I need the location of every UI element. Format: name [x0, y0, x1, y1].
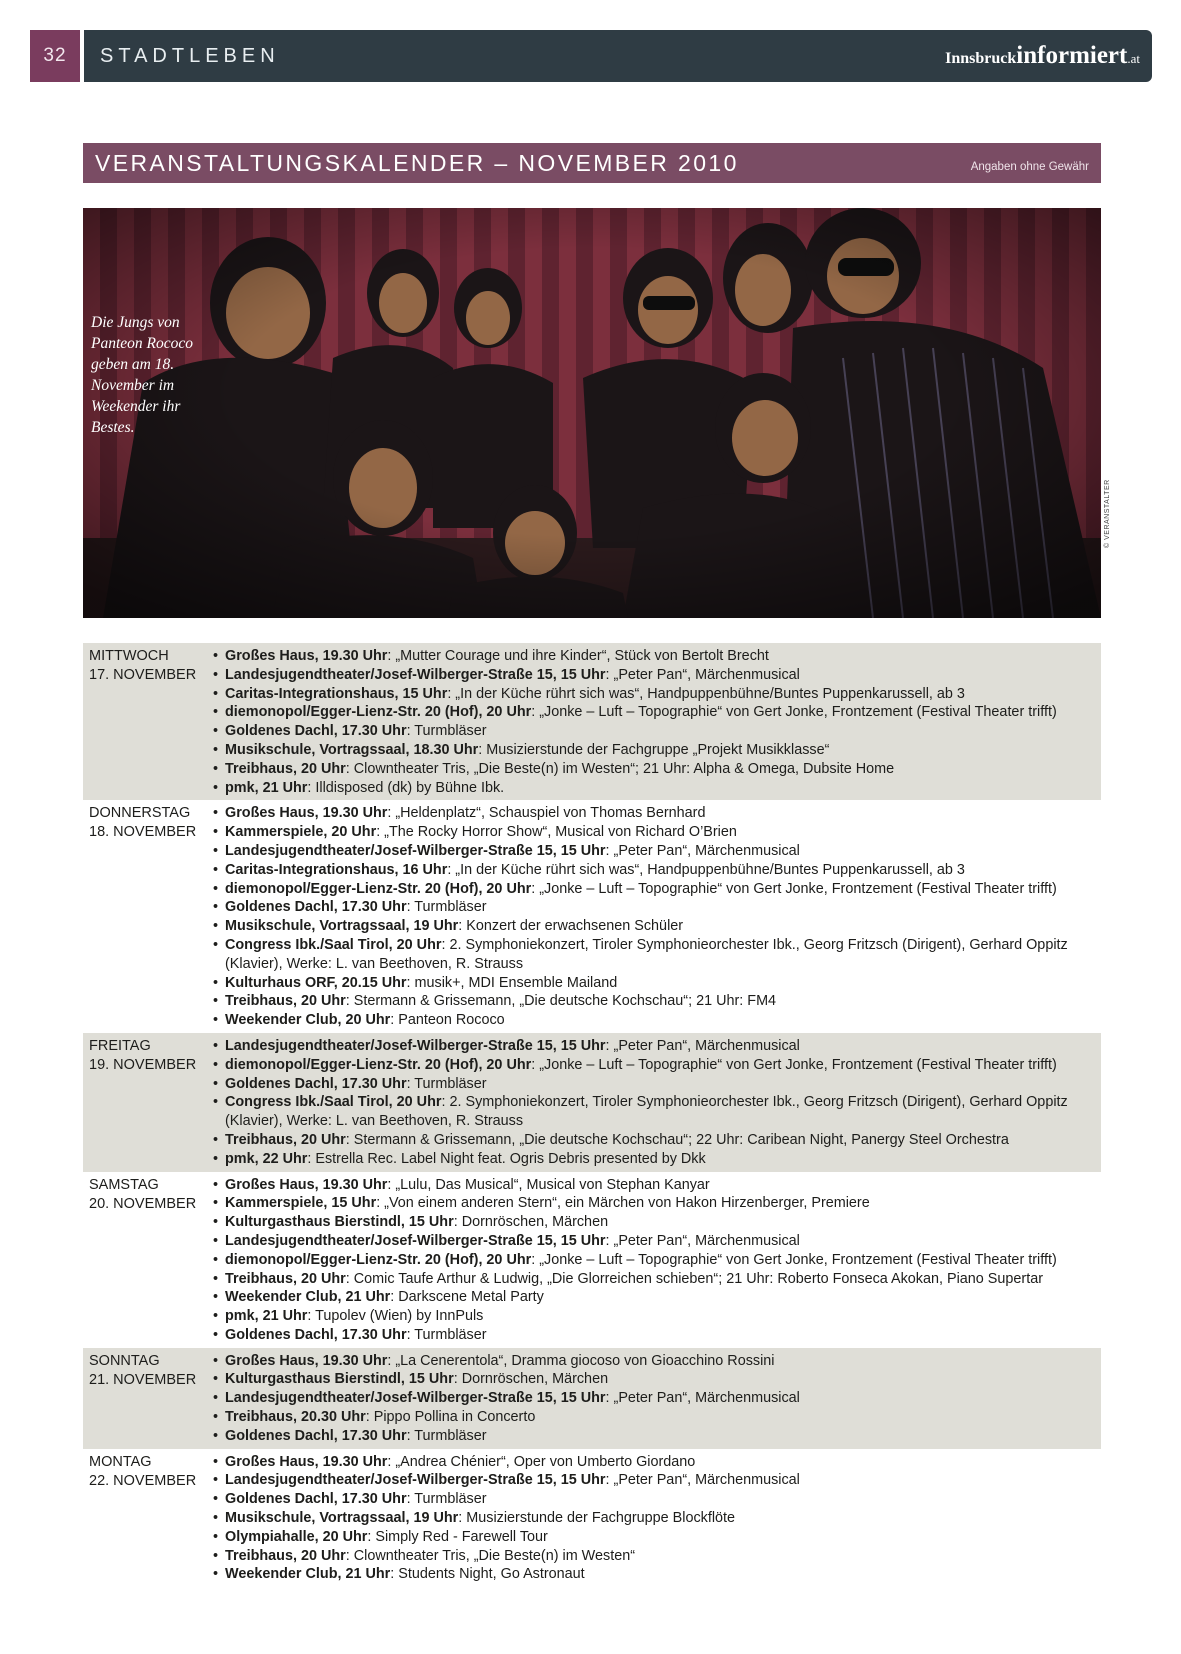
event-venue: Weekender Club, 21 Uhr — [225, 1289, 391, 1306]
band-photo-illustration — [83, 208, 1101, 618]
event-description: : „Jonke – Luft – Topographie“ von Gert Jonke, Frontzement (Festival Theater trifft) — [531, 704, 1057, 721]
event-venue: Großes Haus, 19.30 Uhr — [225, 1453, 388, 1470]
day-block — [83, 1348, 1101, 1449]
event-list — [211, 1453, 1101, 1585]
event-item — [211, 1408, 1101, 1427]
photo-caption: Die Jungs von Panteon Rococo geben am 18. November im Weekender ihr Bestes. — [91, 314, 194, 436]
day-label — [83, 1037, 211, 1169]
event-venue: Musikschule, Vortragssaal, 19 Uhr — [225, 918, 459, 935]
header-bar — [84, 30, 1152, 82]
event-venue: Weekender Club, 20 Uhr — [225, 1012, 391, 1029]
event-list — [211, 1176, 1101, 1345]
date: 20. NOVEMBER — [89, 1195, 197, 1212]
event-venue: diemonopol/Egger-Lienz-Str. 20 (Hof), 20 Uhr — [225, 1251, 532, 1268]
event-item — [211, 1528, 1101, 1547]
event-venue: Großes Haus, 19.30 Uhr — [225, 1176, 388, 1193]
event-list — [211, 647, 1101, 797]
event-item — [211, 1131, 1101, 1150]
event-description: : Comic Taufe Arthur & Ludwig, „Die Glorreichen schieben“; 21 Uhr: Roberto Fonseca Akokan, Piano Supertar — [345, 1270, 1043, 1287]
event-description: : „Lulu, Das Musical“, Musical von Stephan Kanyar — [387, 1176, 710, 1193]
event-description: : Estrella Rec. Label Night feat. Ogris Debris presented by Dkk — [307, 1150, 706, 1167]
event-item — [211, 898, 1101, 917]
event-item — [211, 936, 1101, 974]
disclaimer-note: Angaben ohne Gewähr — [970, 161, 1089, 173]
event-description: : 2. Symphoniekonzert, Tiroler Symphonieorchester Ibk., Georg Fritzsch (Dirigent), Gerhard Oppitz (Klavier), Werke: L. van Beethoven, R. Strauss — [225, 1094, 1068, 1130]
date: 17. NOVEMBER — [89, 667, 197, 683]
event-venue: Kulturgasthaus Bierstindl, 15 Uhr — [225, 1214, 454, 1231]
event-item — [211, 1326, 1101, 1345]
event-venue: Treibhaus, 20.30 Uhr — [225, 1409, 366, 1426]
event-list — [211, 804, 1101, 1030]
event-item — [211, 804, 1101, 823]
page-number: 32 — [30, 30, 80, 82]
event-item — [211, 842, 1101, 861]
event-description: : Dornröschen, Märchen — [453, 1214, 609, 1231]
event-venue: Treibhaus, 20 Uhr — [225, 1270, 346, 1287]
event-item — [211, 1307, 1101, 1326]
event-description: : „Heldenplatz“, Schauspiel von Thomas Bernhard — [387, 805, 706, 822]
event-venue: Treibhaus, 20 Uhr — [225, 1547, 346, 1564]
event-venue: pmk, 22 Uhr — [225, 1150, 308, 1167]
event-item — [211, 1427, 1101, 1446]
weekday: MONTAG — [89, 1453, 152, 1470]
event-venue: Landesjugendtheater/Josef-Wilberger-Straße 15, 15 Uhr — [225, 1232, 606, 1249]
event-description: : musik+, MDI Ensemble Mailand — [406, 974, 618, 991]
event-description: : „Peter Pan“, Märchenmusical — [605, 666, 800, 683]
day-block — [83, 1172, 1101, 1348]
event-venue: Landesjugendtheater/Josef-Wilberger-Straße 15, 15 Uhr — [225, 842, 606, 859]
event-venue: Goldenes Dachl, 17.30 Uhr — [225, 899, 407, 916]
event-calendar — [83, 643, 1101, 1587]
event-description: : „Mutter Courage und ihre Kinder“, Stück von Bertolt Brecht — [387, 648, 769, 664]
event-item — [211, 1389, 1101, 1408]
day-block — [83, 800, 1101, 1033]
event-description: : Dornröschen, Märchen — [453, 1371, 609, 1388]
event-item — [211, 1213, 1101, 1232]
band-photo — [83, 208, 1101, 618]
event-item — [211, 741, 1101, 760]
date: 19. NOVEMBER — [89, 1056, 197, 1073]
event-item — [211, 666, 1101, 685]
event-venue: Congress Ibk./Saal Tirol, 20 Uhr — [225, 1094, 442, 1111]
event-item — [211, 1270, 1101, 1289]
event-description: : Turmbläser — [406, 723, 487, 740]
event-item — [211, 1011, 1101, 1030]
event-description: : Darkscene Metal Party — [390, 1289, 544, 1306]
event-item — [211, 1150, 1101, 1169]
event-venue: Landesjugendtheater/Josef-Wilberger-Straße 15, 15 Uhr — [225, 1472, 606, 1489]
event-description: : „Peter Pan“, Märchenmusical — [605, 842, 800, 859]
event-item — [211, 974, 1101, 993]
event-description: : Turmbläser — [406, 1427, 487, 1444]
event-description: : Illdisposed (dk) by Bühne Ibk. — [307, 779, 505, 796]
event-description: : Turmbläser — [406, 1491, 487, 1508]
event-item — [211, 1176, 1101, 1195]
event-description: : Turmbläser — [406, 1075, 487, 1092]
event-venue: Musikschule, Vortragssaal, 18.30 Uhr — [225, 741, 479, 758]
event-item — [211, 1352, 1101, 1371]
event-item — [211, 779, 1101, 798]
weekday: SAMSTAG — [89, 1176, 159, 1193]
event-item — [211, 647, 1101, 666]
event-item — [211, 1037, 1101, 1056]
event-venue: Olympiahalle, 20 Uhr — [225, 1528, 368, 1545]
day-label — [83, 1176, 211, 1345]
event-item — [211, 861, 1101, 880]
event-item — [211, 1490, 1101, 1509]
event-item — [211, 917, 1101, 936]
event-item — [211, 1093, 1101, 1131]
event-description: : Stermann & Grissemann, „Die deutsche Kochschau“; 22 Uhr: Caribean Night, Panergy Steel Orchestra — [345, 1131, 1009, 1148]
section-title: STADTLEBEN — [100, 44, 280, 67]
event-venue: pmk, 21 Uhr — [225, 779, 308, 796]
event-venue: Musikschule, Vortragssaal, 19 Uhr — [225, 1510, 459, 1527]
event-venue: Caritas-Integrationshaus, 15 Uhr — [225, 685, 448, 702]
photo-credit: © VERANSTALTER — [1104, 479, 1111, 548]
event-item — [211, 880, 1101, 899]
event-description: : „Peter Pan“, Märchenmusical — [605, 1390, 800, 1407]
brand-part-1: Innsbruck — [945, 50, 1017, 67]
event-description: : Tupolev (Wien) by InnPuls — [307, 1308, 484, 1325]
event-description: : Clowntheater Tris, „Die Beste(n) im Westen“; 21 Uhr: Alpha & Omega, Dubsite Home — [345, 760, 895, 777]
weekday: DONNERSTAG — [89, 805, 191, 822]
event-description: : Simply Red - Farewell Tour — [367, 1528, 548, 1545]
event-item — [211, 1565, 1101, 1584]
event-venue: Goldenes Dachl, 17.30 Uhr — [225, 723, 407, 740]
day-block — [83, 643, 1101, 800]
event-description: : 2. Symphoniekonzert, Tiroler Symphonieorchester Ibk., Georg Fritzsch (Dirigent), Gerhard Oppitz (Klavier), Werke: L. van Beethoven, R. Strauss — [225, 936, 1068, 972]
event-description: : „Jonke – Luft – Topographie“ von Gert Jonke, Frontzement (Festival Theater trifft) — [531, 1251, 1057, 1268]
brand-logo — [945, 42, 1140, 70]
event-venue: Caritas-Integrationshaus, 16 Uhr — [225, 861, 448, 878]
event-description: : „The Rocky Horror Show“, Musical von Richard O’Brien — [376, 824, 737, 841]
event-venue: Kulturgasthaus Bierstindl, 15 Uhr — [225, 1371, 454, 1388]
event-item — [211, 703, 1101, 722]
event-item — [211, 760, 1101, 779]
page-header — [30, 30, 1152, 82]
day-label — [83, 647, 211, 797]
event-venue: Goldenes Dachl, 17.30 Uhr — [225, 1427, 407, 1444]
event-description: : Turmbläser — [406, 1326, 487, 1343]
brand-part-2: informiert — [1016, 42, 1128, 69]
event-venue: Landesjugendtheater/Josef-Wilberger-Straße 15, 15 Uhr — [225, 1390, 606, 1407]
event-item — [211, 1370, 1101, 1389]
event-description: : „In der Küche rührt sich was“, Handpuppenbühne/Buntes Puppenkarussell, ab 3 — [447, 861, 965, 878]
event-venue: Treibhaus, 20 Uhr — [225, 1131, 346, 1148]
event-venue: Treibhaus, 20 Uhr — [225, 760, 346, 777]
event-venue: Kammerspiele, 15 Uhr — [225, 1195, 377, 1212]
event-item — [211, 722, 1101, 741]
event-venue: Großes Haus, 19.30 Uhr — [225, 648, 388, 664]
event-description: : „Von einem anderen Stern“, ein Märchen von Hakon Hirzenberger, Premiere — [376, 1195, 870, 1212]
event-item — [211, 1453, 1101, 1472]
event-venue: Congress Ibk./Saal Tirol, 20 Uhr — [225, 936, 442, 953]
weekday: FREITAG — [89, 1037, 151, 1054]
event-venue: Kulturhaus ORF, 20.15 Uhr — [225, 974, 407, 991]
event-venue: Weekender Club, 21 Uhr — [225, 1566, 391, 1583]
event-description: : Stermann & Grissemann, „Die deutsche Kochschau“; 21 Uhr: FM4 — [345, 993, 777, 1010]
event-description: : „Peter Pan“, Märchenmusical — [605, 1232, 800, 1249]
event-description: : „In der Küche rührt sich was“, Handpuppenbühne/Buntes Puppenkarussell, ab 3 — [447, 685, 965, 702]
event-venue: Kammerspiele, 20 Uhr — [225, 824, 377, 841]
weekday: SONNTAG — [89, 1352, 160, 1369]
event-item — [211, 1471, 1101, 1490]
event-description: : Turmbläser — [406, 899, 487, 916]
event-venue: diemonopol/Egger-Lienz-Str. 20 (Hof), 20 Uhr — [225, 1056, 532, 1073]
event-description: : „La Cenerentola“, Dramma giocoso von Gioacchino Rossini — [387, 1352, 775, 1369]
event-venue: diemonopol/Egger-Lienz-Str. 20 (Hof), 20 Uhr — [225, 880, 532, 897]
event-description: : Musizierstunde der Fachgruppe Blockflöte — [458, 1510, 736, 1527]
event-item — [211, 1288, 1101, 1307]
event-venue: pmk, 21 Uhr — [225, 1308, 308, 1325]
event-description: : Musizierstunde der Fachgruppe „Projekt Musikklasse“ — [478, 741, 830, 758]
event-item — [211, 992, 1101, 1011]
event-venue: Goldenes Dachl, 17.30 Uhr — [225, 1075, 407, 1092]
event-item — [211, 1547, 1101, 1566]
event-description: : „Peter Pan“, Märchenmusical — [605, 1037, 800, 1054]
brand-part-3: .at — [1127, 51, 1140, 66]
event-item — [211, 1194, 1101, 1213]
event-item — [211, 685, 1101, 704]
event-description: : Konzert der erwachsenen Schüler — [458, 918, 684, 935]
day-block — [83, 1033, 1101, 1172]
event-description: : Clowntheater Tris, „Die Beste(n) im Westen“ — [345, 1547, 635, 1564]
event-venue: Großes Haus, 19.30 Uhr — [225, 805, 388, 822]
event-list — [211, 1037, 1101, 1169]
event-description: : Pippo Pollina in Concerto — [365, 1409, 536, 1426]
event-item — [211, 1251, 1101, 1270]
date: 21. NOVEMBER — [89, 1371, 197, 1388]
event-description: : „Jonke – Luft – Topographie“ von Gert Jonke, Frontzement (Festival Theater trifft) — [531, 880, 1057, 897]
event-venue: Goldenes Dachl, 17.30 Uhr — [225, 1491, 407, 1508]
day-label — [83, 1453, 211, 1585]
event-item — [211, 823, 1101, 842]
event-venue: diemonopol/Egger-Lienz-Str. 20 (Hof), 20 Uhr — [225, 704, 532, 721]
event-venue: Landesjugendtheater/Josef-Wilberger-Straße 15, 15 Uhr — [225, 1037, 606, 1054]
weekday: MITTWOCH — [89, 648, 169, 664]
event-description: : „Jonke – Luft – Topographie“ von Gert Jonke, Frontzement (Festival Theater trifft) — [531, 1056, 1057, 1073]
day-label — [83, 804, 211, 1030]
day-block — [83, 1449, 1101, 1588]
event-list — [211, 1352, 1101, 1446]
event-description: : „Peter Pan“, Märchenmusical — [605, 1472, 800, 1489]
event-description: : Students Night, Go Astronaut — [390, 1566, 585, 1583]
event-item — [211, 1075, 1101, 1094]
event-venue: Landesjugendtheater/Josef-Wilberger-Straße 15, 15 Uhr — [225, 666, 606, 683]
event-venue: Treibhaus, 20 Uhr — [225, 993, 346, 1010]
date: 22. NOVEMBER — [89, 1472, 197, 1489]
day-label — [83, 1352, 211, 1446]
calendar-title-bar — [83, 143, 1101, 183]
event-description: : „Andrea Chénier“, Oper von Umberto Giordano — [387, 1453, 696, 1470]
event-venue: Goldenes Dachl, 17.30 Uhr — [225, 1326, 407, 1343]
event-description: : Panteon Rococo — [390, 1012, 505, 1029]
event-venue: Großes Haus, 19.30 Uhr — [225, 1352, 388, 1369]
event-item — [211, 1232, 1101, 1251]
calendar-title: VERANSTALTUNGSKALENDER – NOVEMBER 2010 — [95, 149, 739, 176]
event-item — [211, 1509, 1101, 1528]
date: 18. NOVEMBER — [89, 824, 197, 841]
event-item — [211, 1056, 1101, 1075]
